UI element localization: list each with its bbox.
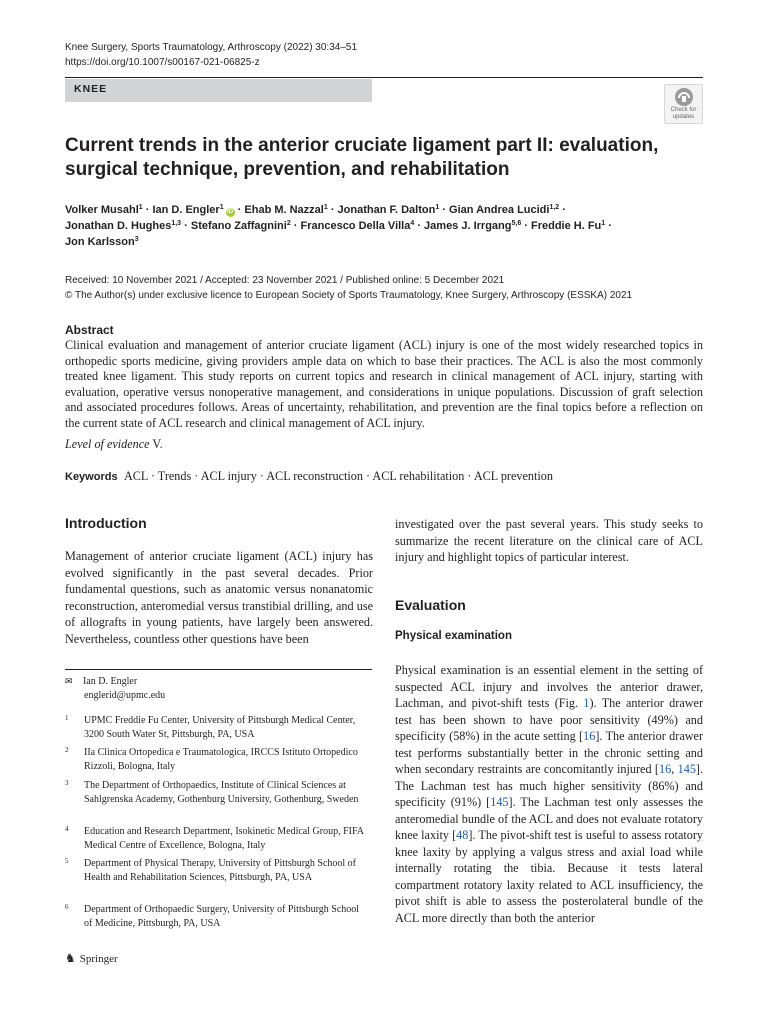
figure-link[interactable]: 1	[583, 696, 590, 710]
check-updates-icon	[674, 87, 694, 107]
author-name: Jonathan F. Dalton	[337, 204, 436, 216]
keywords-text: ACL · Trends · ACL injury · ACL reconstruction · ACL rehabilitation · ACL prevention	[123, 469, 553, 483]
affiliation	[65, 779, 365, 806]
affiliation	[65, 714, 365, 741]
body-text: ]. The anterior drawer test performs substantially better in the chronic setting and when secondary restraints are concomitantly injured [	[395, 729, 704, 776]
body-text: ]. The pivot-shift test is useful to assess rotatory knee laxity by applying a valgus stress and axial load while internally rotating the tibia. Because it tests lateral compartment rotatory laxity related to ACL insufficiency, the pivot shift is able to assess the posterolateral bundle of the ACL more directly than both the anterior	[395, 828, 703, 925]
author[interactable]	[65, 236, 139, 248]
author[interactable]	[191, 220, 291, 232]
affiliation	[65, 903, 365, 930]
evaluation-heading: Evaluation	[395, 597, 466, 613]
author[interactable]	[65, 220, 181, 232]
copyright-line: © The Author(s) under exclusive licence to European Society of Sports Traumatology, Knee Surgery, Arthroscopy (ESSKA) 2021	[65, 290, 633, 301]
header-rule	[65, 77, 703, 78]
abstract-text: Clinical evaluation and management of anterior cruciate ligament (ACL) injury is one of the most widely researched topics in orthopedic sports medicine, giving providers ample data on which to base their practices. The ACL is also the most commonly treated knee ligament. This study reports on current topics and research in clinical management of ACL injury, starting with evaluation, operative versus nonoperative management, and considerations in unique populations. Discussion of graft selection and associated procedures follows. Areas of uncertainty, rehabilitation, and prevention are the final topics before a reflection on the current state of ACL research and clinical management of ACL injury.	[65, 338, 703, 430]
author[interactable]	[152, 204, 234, 216]
author-name: James J. Irrgang	[424, 220, 512, 232]
author-affiliation-mark: 1	[323, 204, 328, 211]
citation-link[interactable]: 145	[677, 762, 696, 776]
author[interactable]	[65, 204, 143, 216]
publisher-name: Springer	[79, 953, 118, 965]
author[interactable]	[338, 204, 440, 216]
author-list: Volker Musahl$^1$ · Ian D. Engler$^1$iD · Ehab M. Nazzal$^1$ · Jonathan F. Dalton$^1$ · Gian Andrea Lucidi$^{1,2}$ · Jonathan D. Hughes$^{1,3}$ · Stefano Zaffagnini$^2$ · Francesco Della Villa$^4$ · James J. Irrgang$^{5,6}$ · Freddie H. $Fu^1$ · Jon Karlsson$^3$	[65, 204, 612, 248]
author-affiliation-mark: 1	[138, 204, 143, 211]
keywords	[65, 469, 705, 484]
section-label: KNEE	[65, 79, 372, 102]
orcid-icon[interactable]: iD	[227, 209, 234, 215]
author[interactable]	[301, 220, 415, 232]
doi-link[interactable]: https://doi.org/10.1007/s00167-021-06825-z	[65, 57, 260, 68]
physical-exam-text	[395, 662, 703, 926]
author-name: Jonathan D. Hughes	[65, 220, 172, 232]
affiliation-number: 4	[65, 825, 69, 833]
loe-value: V.	[152, 437, 163, 451]
affiliation-text: Department of Orthopaedic Surgery, University of Pittsburgh School of Medicine, Pittsburgh, PA, USA	[84, 904, 360, 929]
journal-citation: Knee Surgery, Sports Traumatology, Arthroscopy (2022) 30:34–51	[65, 42, 358, 53]
author-affiliation-mark: 1,3	[171, 220, 182, 227]
author-name: Stefano Zaffagnini	[190, 220, 287, 232]
article-title: Current trends in the anterior cruciate ligament part II: evaluation, surgical technique, prevention, and rehabilitation	[65, 135, 659, 180]
affiliation	[65, 825, 365, 852]
abstract-heading: Abstract	[65, 323, 114, 337]
keywords-label: Keywords	[65, 471, 118, 483]
check-updates-text-2: updates	[672, 113, 695, 120]
author-name: Jon Karlsson	[65, 236, 135, 248]
body-text: ]. The Lachman test has much higher sensitivity (86%) and specificity (91%) [	[395, 762, 704, 809]
body-text: ,	[671, 762, 678, 776]
author-name: Volker Musahl	[65, 204, 139, 216]
citation-link[interactable]: 16	[583, 729, 596, 743]
author-affiliation-mark: 1	[219, 204, 224, 211]
introduction-continued: investigated over the past several years. This study seeks to summarize the recent literature on the clinical care of ACL injury and highlight topics of particular interest.	[395, 517, 703, 564]
affiliation-text: UPMC Freddie Fu Center, University of Pittsburgh Medical Center, 3200 South Water St, Pittsburgh, PA, USA	[84, 715, 356, 740]
author[interactable]	[531, 220, 605, 232]
citation-link[interactable]: 145	[490, 795, 509, 809]
author-affiliation-mark: 5,6	[511, 220, 522, 227]
publisher-logo	[65, 951, 118, 965]
author-affiliation-mark: 2	[286, 220, 291, 227]
affiliation-text: The Department of Orthopaedics, Institute of Clinical Sciences at Sahlgrenska Academy, Gothenburg University, Gothenburg, Sweden	[84, 780, 359, 805]
loe-label: Level of evidence	[65, 437, 150, 451]
author-name: Ehab M. Nazzal	[244, 204, 324, 216]
envelope-icon: ✉	[65, 677, 73, 687]
affiliation-text: Department of Physical Therapy, University of Pittsburgh School of Health and Rehabilitation Sciences, Pittsburgh, PA, USA	[84, 858, 356, 883]
affiliation-number: 6	[65, 903, 69, 911]
body-text: Physical examination is an essential element in the setting of suspected ACL injury and involves the anterior drawer, Lachman, and pivot-shift tests (Fig.	[395, 663, 703, 710]
journal-header	[65, 40, 357, 70]
author-affiliation-mark: 1	[435, 204, 440, 211]
check-updates-text-1: Check for	[670, 107, 697, 113]
citation-link[interactable]: 16	[659, 762, 672, 776]
author-affiliation-mark: 1,2	[549, 204, 560, 211]
corresponding-author	[65, 675, 165, 703]
contact-email[interactable]: englerid@upmc.edu	[84, 690, 166, 701]
physical-exam-subheading: Physical examination	[395, 630, 512, 642]
author-name: Ian D. Engler	[152, 204, 220, 216]
contact-name: Ian D. Engler	[83, 676, 138, 687]
level-of-evidence	[65, 437, 163, 452]
footnote-rule	[65, 669, 372, 670]
author-name: Freddie H. Fu	[531, 220, 602, 232]
springer-horse-icon: ♞	[65, 951, 76, 965]
introduction-heading: Introduction	[65, 515, 147, 531]
affiliation	[65, 746, 365, 773]
affiliation	[65, 857, 365, 884]
body-text: ]. The Lachman test only assesses the anteromedial bundle of the ACL and does not evaluate rotatory knee laxity [	[395, 795, 703, 842]
dates-line: Received: 10 November 2021 / Accepted: 23 November 2021 / Published online: 5 December 2021	[65, 275, 505, 286]
affiliation-number: 3	[65, 779, 69, 787]
author-name: Francesco Della Villa	[300, 220, 411, 232]
author[interactable]	[424, 220, 521, 232]
citation-link[interactable]: 48	[456, 828, 469, 842]
introduction-text: Management of anterior cruciate ligament (ACL) injury has evolved significantly in the past several decades. Prior fundamental questions, such as anatomic versus nonanatomic reconstruction, anteromedial versus transtibial drilling, and use of allografts in young patients, have largely been answered. Nevertheless, countless other questions have been	[65, 549, 373, 646]
author-affiliation-mark: 4	[410, 220, 415, 227]
author[interactable]	[244, 204, 327, 216]
check-for-updates-badge[interactable]	[664, 84, 703, 124]
author-affiliation-mark: 3	[134, 236, 139, 243]
affiliation-number: 1	[65, 714, 69, 722]
affiliation-number: 5	[65, 857, 69, 865]
affiliation-text: IIa Clinica Ortopedica e Traumatologica, IRCCS Istituto Ortopedico Rizzoli, Bologna, Italy	[84, 747, 358, 772]
author-name: Gian Andrea Lucidi	[449, 204, 550, 216]
affiliation-text: Education and Research Department, Isokinetic Medical Group, FIFA Medical Centre of Excellence, Bologna, Italy	[84, 826, 364, 851]
author-affiliation-mark: 1	[601, 220, 606, 227]
body-text: ). The anterior drawer test has been shown to have poor sensitivity (49%) and specificity (58%) in the acute setting [	[395, 696, 703, 743]
publication-history	[65, 273, 705, 303]
affiliation-number: 2	[65, 746, 69, 754]
author[interactable]	[449, 204, 559, 216]
